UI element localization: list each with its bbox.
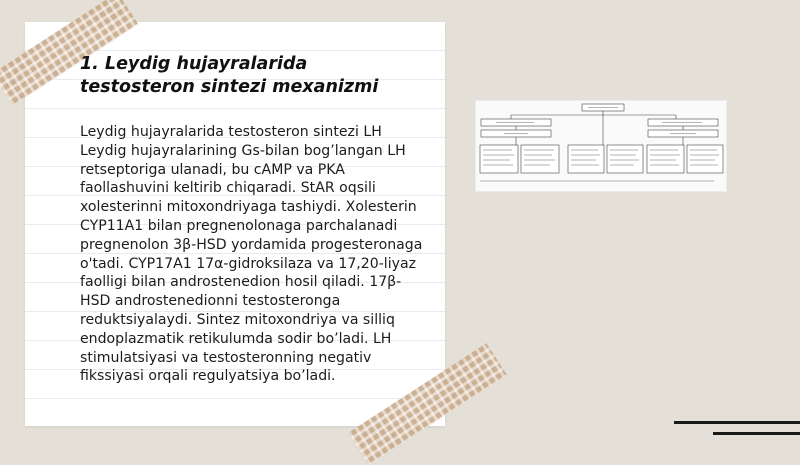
decorative-line-top: [674, 421, 800, 424]
decorative-line-bottom: [713, 432, 800, 435]
diagram-image: [475, 100, 727, 192]
diagram-illustration: [476, 101, 726, 191]
slide-body-text: Leydig hujayralarida testosteron sintezi LH Leydig hujayralarining Gs-bilan bog’langan LH retseptoriga ulanadi, bu cAMP va PKA faollashuvini keltirib chiqaradi. StAR oqsili xolesterinni mitoxondriyaga tashiydi. Xolesterin CYP11A1 bilan pregnenolonaga parchalanadi pregnenolon 3β-HSD yordamida progesteronaga o'tadi. CYP17A1 17α-gidroksilaza va 17,20-liyaz faolligi bilan androstenedion hosil qiladi. 17β-HSD androstenedionni testosteronga reduktsiyalaydi. Sintez mitoxondriya va silliq endoplazmatik retikulumda sodir bo’ladi. LH stimulatsiyasi va testosteronning negativ fikssiyasi orqali regulyatsiya bo’ladi.: [80, 124, 423, 385]
slide-title: 1. Leydig hujayralarida testosteron sintezi mexanizmi: [80, 54, 379, 97]
